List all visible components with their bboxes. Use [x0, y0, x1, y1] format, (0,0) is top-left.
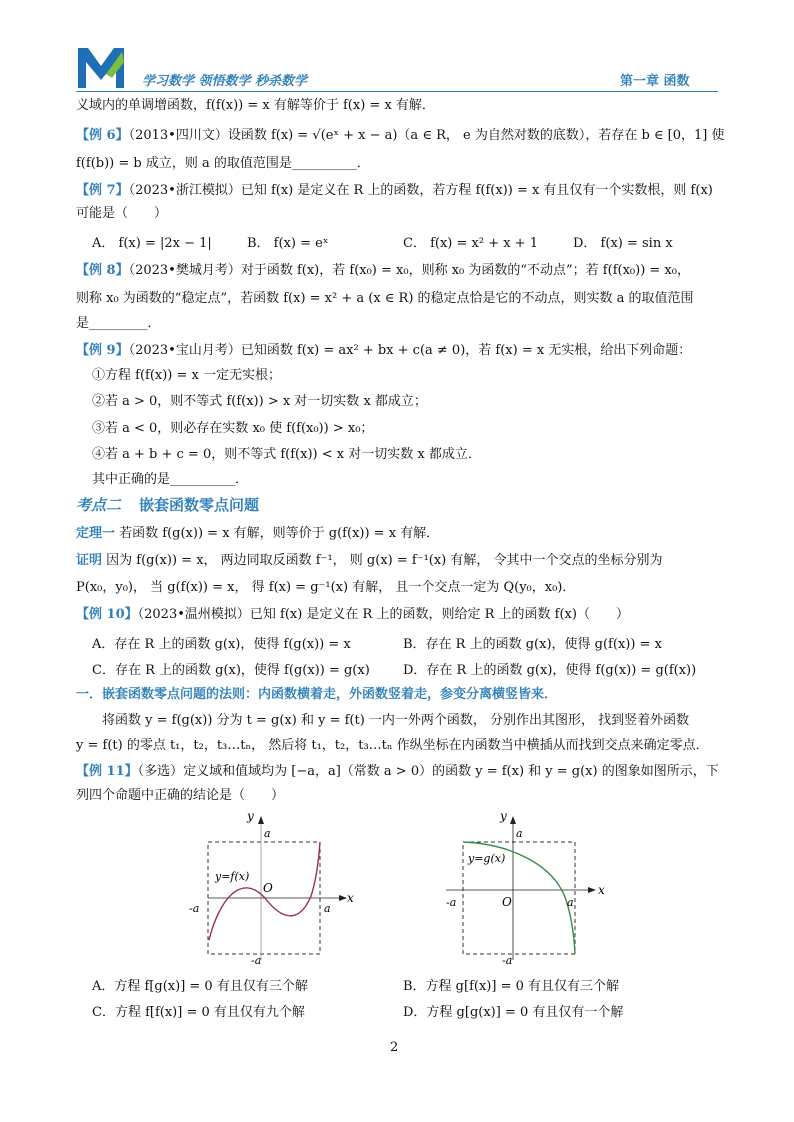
example-text: （2013•四川文）设函数 f(x) = √(eˣ + x − a)（a ∈ R， e 为自然对数的底数），若存在 b ∈ [0，1] 使: [128, 128, 725, 143]
y-axis-arrow: [258, 816, 264, 824]
x-axis-arrow: [339, 895, 347, 901]
option-b: B．方程 g[f(x)] = 0 有且仅有三个解: [403, 979, 619, 994]
text-line: 义域内的单调增函数，f(f(x)) = x 有解等价于 f(x) = x 有解．: [76, 98, 435, 113]
section-title: 嵌套函数零点问题: [139, 496, 260, 514]
text-line: 可能是（ ）: [76, 206, 168, 221]
example-11: [76, 763, 719, 781]
text-line: y = f(t) 的零点 t₁，t₂，t₃…tₙ， 然后将 t₁，t₂，t₃…tₙ 作纵坐标在内函数当中横插从而找到交点来确定零点．: [76, 738, 709, 753]
origin-label: O: [263, 881, 273, 895]
option-a: A． f(x) = |2x − 1|: [92, 236, 212, 251]
curve-label: y=f(x): [215, 870, 250, 883]
list-item: ②若 a > 0，则不等式 f(f(x)) > x 对一切实数 x 都成立；: [92, 394, 427, 409]
example-7: [76, 182, 713, 200]
list-item: ①方程 f(f(x)) = x 一定无实根；: [92, 368, 281, 383]
header-slogan: 学习数学 领悟数学 秒杀数学: [142, 74, 308, 89]
x-axis-arrow: [588, 887, 596, 893]
section-heading: [76, 496, 259, 516]
example-tag: 【例 7】: [76, 183, 129, 198]
proof: [76, 552, 663, 570]
rule-heading: 一．嵌套函数零点问题的法则：内函数横着走，外函数竖着走，参变分离横竖皆来．: [76, 687, 558, 702]
y-axis-arrow: [510, 816, 516, 824]
example-text: （2023•樊城月考）对于函数 f(x)，若 f(x₀) = x₀，则称 x₀ 为函数的“不动点”；若 f(f(x₀)) = x₀，: [128, 263, 690, 278]
y-axis-label: y: [500, 812, 507, 823]
section-label: 考点二: [76, 496, 122, 514]
option-d: D．存在 R 上的函数 g(x)，使得 f(g(x)) = g(f(x)): [403, 663, 697, 678]
option-a: A．存在 R 上的函数 g(x)，使得 f(g(x)) = x: [92, 637, 351, 652]
a-top-label: a: [516, 827, 523, 840]
example-8: [76, 262, 690, 280]
a-top-label: a: [264, 827, 271, 840]
example-text: （2023•温州模拟）已知 f(x) 是定义在 R 上的函数，则给定 R 上的函数 f(x)（ ）: [137, 607, 629, 622]
proof-tag: 证明: [76, 553, 103, 568]
list-item: ③若 a < 0，则必存在实数 x₀ 使 f(f(x₀)) > x₀；: [92, 421, 374, 436]
header-chapter: 第一章 函数: [620, 74, 690, 89]
theorem-text: 若函数 f(g(x)) = x 有解，则等价于 g(f(x)) = x 有解．: [115, 526, 440, 541]
example-10: [76, 606, 629, 624]
text-line: P(x₀，y₀)， 当 g(f(x)) = x， 得 f(x) = g⁻¹(x) 有解， 且一个交点一定为 Q(y₀，x₀)．: [76, 580, 576, 595]
a-right-label: a: [324, 902, 331, 915]
theorem-tag: 定理一: [76, 526, 116, 541]
neg-a-bottom-label: -a: [251, 954, 262, 964]
theorem: [76, 525, 439, 543]
example-9: [76, 342, 691, 360]
a-right-label: a: [567, 896, 574, 909]
option-b: B．存在 R 上的函数 g(x)，使得 g(f(x)) = x: [403, 637, 662, 652]
neg-a-left-label: -a: [189, 902, 200, 915]
list-item: ④若 a + b + c = 0，则不等式 f(f(x)) < x 对一切实数 x 都成立．: [92, 447, 481, 462]
x-axis-label: x: [347, 891, 354, 905]
header-divider: [76, 91, 718, 92]
origin-label: O: [502, 895, 512, 909]
graph-f: [185, 812, 360, 964]
example-tag: 【例 10】: [76, 607, 138, 622]
text-line: 是_________．: [76, 316, 161, 331]
example-text: （多选）定义域和值域均为 [−a，a]（常数 a > 0）的函数 y = f(x) 和 y = g(x) 的图象如图所示，下: [137, 764, 719, 779]
option-b: B． f(x) = eˣ: [247, 236, 329, 251]
proof-text: 因为 f(g(x)) = x， 两边同取反函数 f⁻¹， 则 g(x) = f⁻¹(x) 有解， 令其中一个交点的坐标分别为: [102, 553, 663, 568]
graph-g: [440, 812, 615, 964]
option-c: C． f(x) = x² + x + 1: [403, 236, 538, 251]
example-text: （2023•宝山月考）已知函数 f(x) = ax² + bx + c(a ≠ 0)，若 f(x) = x 无实根，给出下列命题：: [128, 343, 692, 358]
text-line: f(f(b)) = b 成立，则 a 的取值范围是__________．: [76, 156, 370, 171]
option-a: A．方程 f[g(x)] = 0 有且仅有三个解: [92, 979, 308, 994]
option-d: D．方程 g[g(x)] = 0 有且仅有一个解: [403, 1005, 624, 1020]
text-line: 列四个命题中正确的结论是（ ）: [76, 788, 285, 803]
neg-a-bottom-label: -a: [502, 954, 513, 964]
option-c: C．存在 R 上的函数 g(x)，使得 f(g(x)) = g(x): [92, 663, 370, 678]
text-line: 则称 x₀ 为函数的“稳定点”，若函数 f(x) = x² + a (x ∈ R) 的稳定点恰是它的不动点，则实数 a 的取值范围: [76, 291, 694, 306]
curve-label: y=g(x): [468, 852, 506, 865]
example-tag: 【例 8】: [76, 263, 129, 278]
example-text: （2023•浙江模拟）已知 f(x) 是定义在 R 上的函数，若方程 f(f(x)) = x 有且仅有一个实数根，则 f(x): [128, 183, 713, 198]
text-line: 其中正确的是__________．: [92, 472, 249, 487]
example-tag: 【例 6】: [76, 128, 129, 143]
brand-logo: [76, 44, 126, 90]
neg-a-left-label: -a: [446, 896, 457, 909]
x-axis-label: x: [598, 883, 605, 897]
example-tag: 【例 9】: [76, 343, 129, 358]
example-6: [76, 127, 724, 145]
example-tag: 【例 11】: [76, 764, 138, 779]
text-line: 将函数 y = f(g(x)) 分为 t = g(x) 和 y = f(t) 一内一外两个函数， 分别作出其图形， 找到竖着外函数: [102, 713, 690, 728]
y-axis-label: y: [247, 812, 254, 823]
option-d: D． f(x) = sin x: [573, 236, 673, 251]
page-number: 2: [390, 1040, 399, 1055]
option-c: C．方程 f[f(x)] = 0 有且仅有九个解: [92, 1005, 305, 1020]
